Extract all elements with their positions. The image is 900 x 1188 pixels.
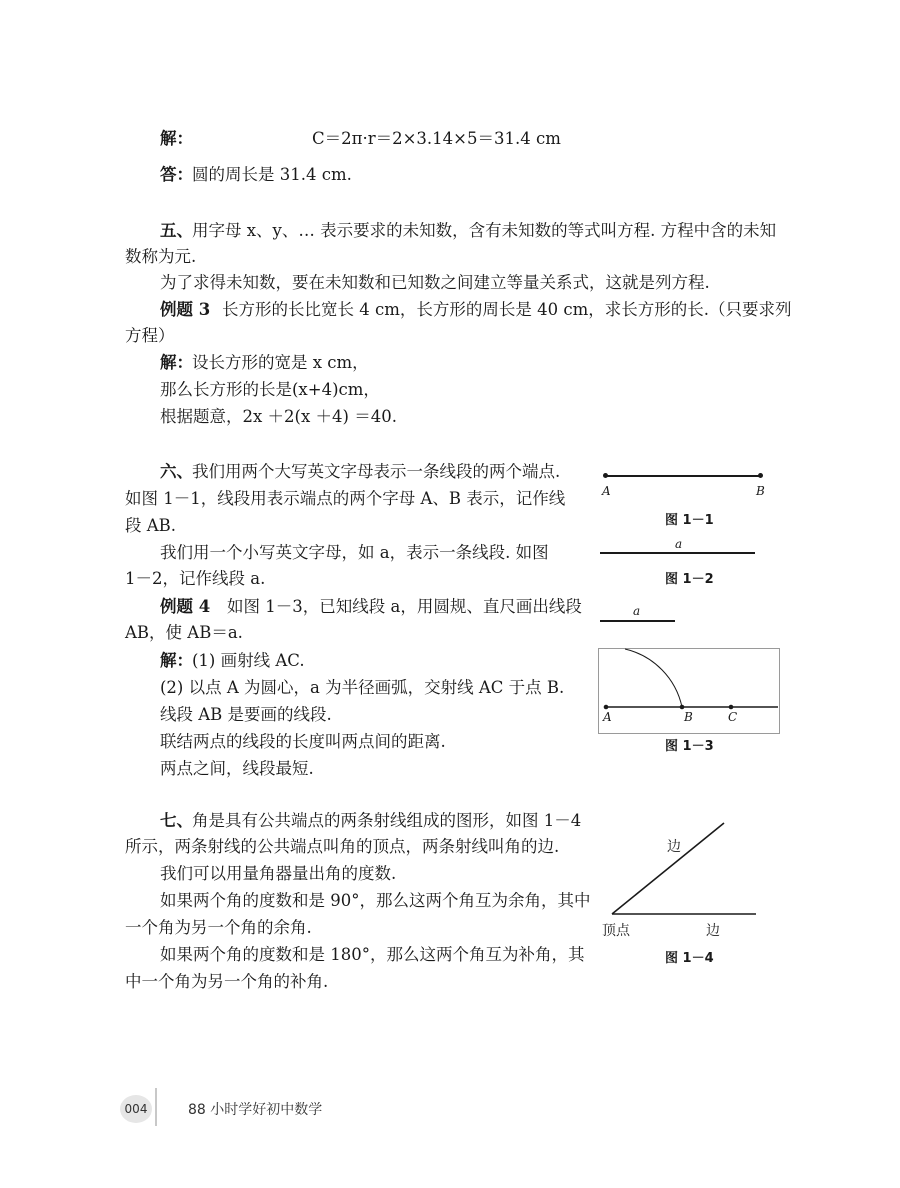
figure-1-3-caption: 图 1－3 <box>665 739 714 754</box>
example4-solution-line2: (2) 以点 A 为圆心，a 为半径画弧，交射线 AC 于点 B. <box>160 678 565 697</box>
label-b-point: B <box>684 710 693 724</box>
answer-text: 圆的周长是 31.4 cm. <box>192 165 352 184</box>
section7-heading: 七、 <box>160 811 193 830</box>
example3-label: 例题 3 <box>160 300 211 319</box>
solution-label: 解： <box>160 129 193 148</box>
endpoint-b <box>758 473 763 478</box>
section6-line6: 联结两点的线段的长度叫两点间的距离. <box>160 732 446 751</box>
section7-line6: 如果两个角的度数和是 180°，那么这两个角互为补角，其 <box>160 945 585 964</box>
figure-1-4-caption: 图 1－4 <box>665 951 714 966</box>
given-segment-a <box>600 620 675 622</box>
example3-solution-label: 解： <box>160 353 193 372</box>
label-c-point: C <box>728 710 738 724</box>
section5-line1: 用字母 x、y、… 表示要求的未知数，含有未知数的等式叫方程. 方程中含的未知 <box>192 221 777 240</box>
point-b <box>680 705 685 710</box>
section7-line1: 角是具有公共端点的两条射线组成的图形，如图 1－4 <box>192 811 582 830</box>
label-side-top: 边 <box>667 839 681 855</box>
point-c <box>729 705 734 710</box>
example3-solution-line2: 那么长方形的长是(x+4)cm， <box>160 380 380 399</box>
section6-heading: 六、 <box>160 462 193 481</box>
label-vertex: 顶点 <box>602 923 630 939</box>
label-a-lower: a <box>675 537 683 551</box>
section6-line5: 1－2，记作线段 a. <box>125 569 266 588</box>
section6-line1: 我们用两个大写英文字母表示一条线段的两个端点. <box>192 462 561 481</box>
section7-line7: 中一个角为另一个角的补角. <box>125 972 329 991</box>
segment-a <box>600 552 755 554</box>
section7-line2: 所示，两条射线的公共端点叫角的顶点，两条射线叫角的边. <box>125 837 560 856</box>
figure-1-2-caption: 图 1－2 <box>665 572 714 587</box>
section6-line7: 两点之间，线段最短. <box>160 759 314 778</box>
label-a-given: a <box>633 604 641 618</box>
endpoint-a <box>603 473 608 478</box>
example3-solution-line1: 设长方形的宽是 x cm， <box>192 353 369 372</box>
example3-line2: 方程） <box>125 326 175 345</box>
point-a <box>604 705 609 710</box>
angle-diagram <box>598 820 758 920</box>
section5-heading: 五、 <box>160 221 193 240</box>
label-b: B <box>756 484 765 498</box>
section7-line4: 如果两个角的度数和是 90°，那么这两个角互为余角，其中 <box>160 891 591 910</box>
example3-solution-line3: 根据题意，2x ＋2(x ＋4) ＝40. <box>160 407 397 426</box>
figure-1-1-caption: 图 1－1 <box>665 513 714 528</box>
compass-arc <box>625 649 682 707</box>
section6-line3: 段 AB. <box>125 516 177 535</box>
label-side-bottom: 边 <box>706 923 720 939</box>
footer-divider <box>155 1088 157 1126</box>
label-a-point: A <box>603 710 612 724</box>
example4-solution-line1: (1) 画射线 AC. <box>192 651 305 670</box>
example4-solution-line3: 线段 AB 是要画的线段. <box>160 705 332 724</box>
section6-line2: 如图 1－1，线段用表示端点的两个字母 A、B 表示，记作线 <box>125 489 566 508</box>
segment-ab <box>605 475 761 477</box>
section5-line3: 为了求得未知数，要在未知数和已知数之间建立等量关系式，这就是列方程. <box>160 273 710 292</box>
example4-line1: 如图 1－3，已知线段 a，用圆规、直尺画出线段 <box>227 597 582 616</box>
section5-line2: 数称为元. <box>125 247 197 266</box>
section6-line4: 我们用一个小写英文字母，如 a，表示一条线段. 如图 <box>160 543 549 562</box>
example4-label: 例题 4 <box>160 597 211 616</box>
example4-solution-label: 解： <box>160 651 193 670</box>
page-number: 004 <box>120 1095 152 1123</box>
answer-label: 答： <box>160 165 193 184</box>
section7-line3: 我们可以用量角器量出角的度数. <box>160 864 397 883</box>
circumference-formula: C＝2π·r＝2×3.14×5＝31.4 cm <box>312 129 561 148</box>
example4-line2: AB，使 AB＝a. <box>125 623 243 642</box>
example3-line1: 长方形的长比宽长 4 cm，长方形的周长是 40 cm，求长方形的长.（只要求列 <box>222 300 792 319</box>
label-a: A <box>602 484 611 498</box>
section7-line5: 一个角为另一个角的余角. <box>125 918 312 937</box>
book-title: 88 小时学好初中数学 <box>188 1102 323 1118</box>
